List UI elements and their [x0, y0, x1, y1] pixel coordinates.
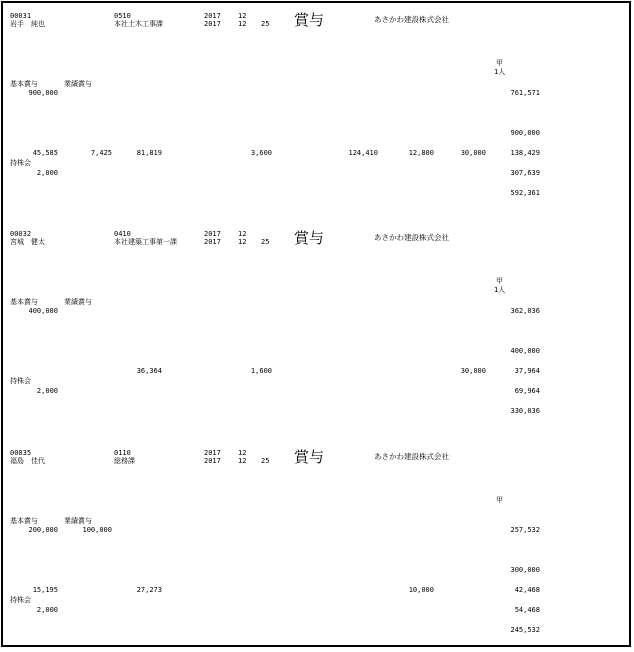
employee-name: 福島 佳代: [10, 457, 45, 465]
period-year: 2017: [204, 12, 221, 20]
deduction-7: 30,000: [460, 149, 486, 157]
deduction-total: 138,429: [510, 149, 540, 157]
tax-class: 甲: [496, 59, 503, 67]
payment-day: 25: [261, 20, 270, 28]
department-name: 本社土木工事課: [114, 20, 163, 28]
deduction-4: 3,600: [250, 149, 272, 157]
basic-bonus-amount: 400,000: [28, 307, 58, 315]
dependents-count: 1人: [494, 286, 506, 294]
period-month: 12: [238, 230, 247, 238]
deduction-4: 1,600: [250, 367, 272, 375]
label-stock-association: 持株会: [10, 159, 31, 167]
label-basic-bonus: 基本賞与: [10, 80, 38, 88]
payment-year: 2017: [204, 238, 221, 246]
bonus-slip: [0, 0, 634, 215]
period-month: 12: [238, 12, 247, 20]
subtotal: 54,468: [514, 606, 540, 614]
deduction-6: 12,800: [408, 149, 434, 157]
deduction-1: 45,585: [32, 149, 58, 157]
bonus-slip: [0, 437, 634, 652]
label-performance-bonus: 業績賞与: [64, 517, 92, 525]
label-performance-bonus: 業績賞与: [64, 80, 92, 88]
period-year: 2017: [204, 449, 221, 457]
employee-name: 岩手 純也: [10, 20, 45, 28]
taxable-amount: 257,532: [510, 526, 540, 534]
payment-month: 12: [238, 238, 247, 246]
payment-day: 25: [261, 457, 270, 465]
department-code: 0410: [114, 230, 131, 238]
department-name: 総務課: [114, 457, 135, 465]
stock-association-amount: 2,000: [36, 169, 58, 177]
label-stock-association: 持株会: [10, 596, 31, 604]
payment-day: 25: [261, 238, 270, 246]
subtotal: 307,639: [510, 169, 540, 177]
payment-month: 12: [238, 457, 247, 465]
payment-month: 12: [238, 20, 247, 28]
label-performance-bonus: 業績賞与: [64, 298, 92, 306]
stock-association-amount: 2,000: [36, 387, 58, 395]
bonus-slip: [0, 218, 634, 433]
tax-class: 甲: [496, 496, 503, 504]
slip-title: 賞与: [294, 448, 325, 466]
company-name: あさかわ建設株式会社: [374, 15, 449, 24]
payment-year: 2017: [204, 20, 221, 28]
employee-number: 00031: [10, 12, 32, 20]
deduction-2: 7,425: [90, 149, 112, 157]
deduction-total: 37,964: [514, 367, 540, 375]
net-pay: 245,532: [510, 626, 540, 634]
slip-title: 賞与: [294, 229, 325, 247]
company-name: あさかわ建設株式会社: [374, 452, 449, 461]
label-basic-bonus: 基本賞与: [10, 517, 38, 525]
department-code: 0510: [114, 12, 131, 20]
department-code: 0110: [114, 449, 131, 457]
label-stock-association: 持株会: [10, 377, 31, 385]
period-month: 12: [238, 449, 247, 457]
gross-total: 900,000: [510, 129, 540, 137]
deduction-3: 81,819: [136, 149, 162, 157]
deduction-6: 10,000: [408, 586, 434, 594]
net-pay: 592,361: [510, 189, 540, 197]
department-name: 本社建築工事第一課: [114, 238, 177, 246]
employee-number: 00032: [10, 230, 32, 238]
net-pay: 330,036: [510, 407, 540, 415]
tax-class: 甲: [496, 277, 503, 285]
slip-title: 賞与: [294, 11, 325, 29]
dependents-count: 1人: [494, 68, 506, 76]
label-basic-bonus: 基本賞与: [10, 298, 38, 306]
company-name: あさかわ建設株式会社: [374, 233, 449, 242]
subtotal: 69,964: [514, 387, 540, 395]
taxable-amount: 362,036: [510, 307, 540, 315]
performance-bonus-amount: 100,000: [82, 526, 112, 534]
deduction-7: 30,000: [460, 367, 486, 375]
gross-total: 400,000: [510, 347, 540, 355]
basic-bonus-amount: 200,000: [28, 526, 58, 534]
deduction-5: 124,410: [348, 149, 378, 157]
gross-total: 300,000: [510, 566, 540, 574]
employee-number: 00035: [10, 449, 32, 457]
basic-bonus-amount: 900,000: [28, 89, 58, 97]
payment-year: 2017: [204, 457, 221, 465]
deduction-3: 27,273: [136, 586, 162, 594]
employee-name: 宮城 健太: [10, 238, 45, 246]
period-year: 2017: [204, 230, 221, 238]
deduction-total: 42,468: [514, 586, 540, 594]
deduction-3: 36,364: [136, 367, 162, 375]
taxable-amount: 761,571: [510, 89, 540, 97]
stock-association-amount: 2,000: [36, 606, 58, 614]
deduction-1: 15,195: [32, 586, 58, 594]
